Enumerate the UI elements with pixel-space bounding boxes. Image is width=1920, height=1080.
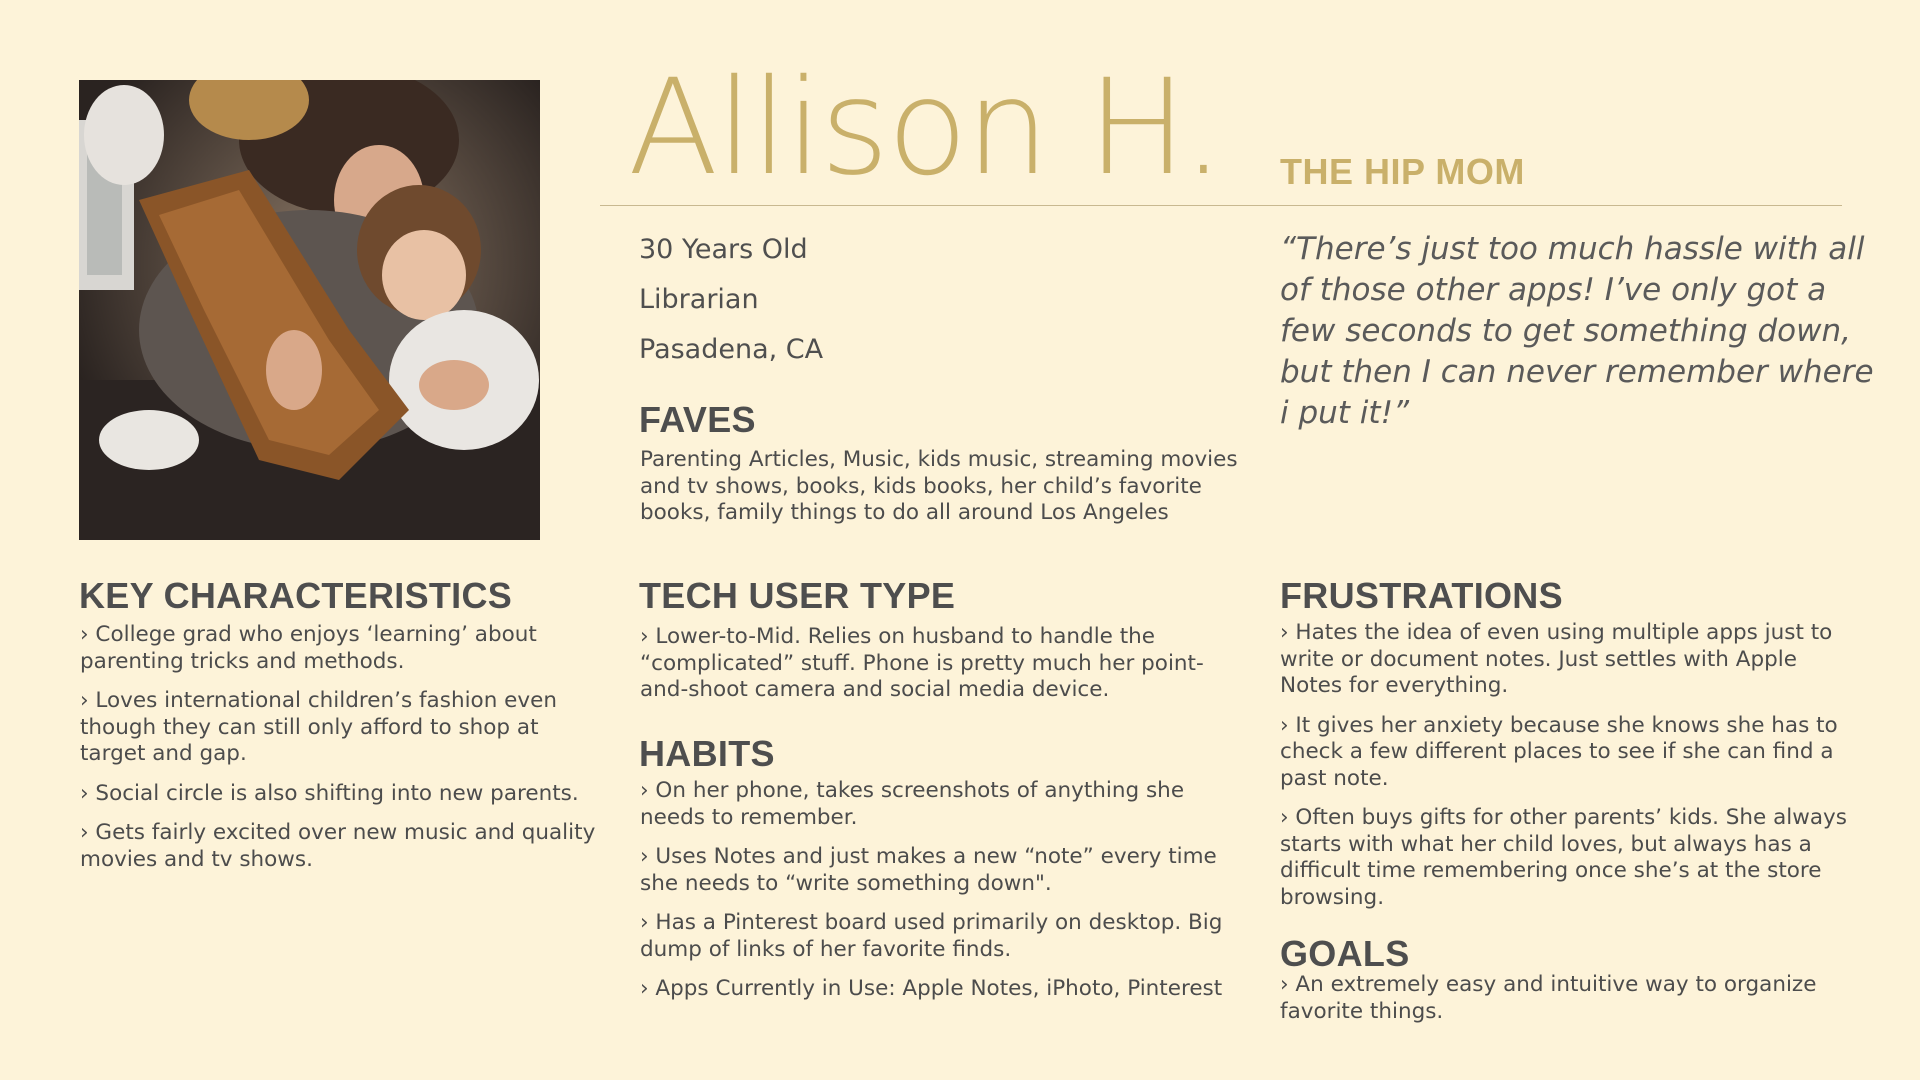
header-divider: [600, 205, 1842, 206]
tech-user-type-text: › Lower-to-Mid. Relies on husband to handle the “complicated” stuff. Phone is pretty much her point-and-shoot camera and social media device.: [640, 624, 1204, 702]
list-item: › Often buys gifts for other parents’ kids. She always starts with what her child loves, but always has a difficult time remembering once she’s at the store browsing.: [1280, 805, 1847, 910]
goals-text: › An extremely easy and intuitive way to organize favorite things.: [1280, 972, 1817, 1024]
list-item: › College grad who enjoys ‘learning’ about parenting tricks and methods.: [80, 622, 537, 674]
key-characteristics-list: [80, 622, 605, 886]
habits-heading: HABITS: [639, 733, 775, 774]
persona-tag: THE HIP MOM: [1280, 151, 1525, 192]
tech-user-type-heading: TECH USER TYPE: [639, 575, 956, 616]
persona-occupation: Librarian: [639, 284, 759, 315]
list-item: › Gets fairly excited over new music and quality movies and tv shows.: [80, 820, 596, 872]
list-item: › It gives her anxiety because she knows she has to check a few different places to see if she can find a past note.: [1280, 712, 1838, 791]
habits-list: [640, 778, 1252, 1016]
key-characteristics-heading: KEY CHARACTERISTICS: [79, 575, 513, 616]
list-item: › Has a Pinterest board used primarily on desktop. Big dump of links of her favorite finds.: [640, 910, 1223, 962]
frustrations-heading: FRUSTRATIONS: [1280, 575, 1563, 616]
list-item: › Social circle is also shifting into new parents.: [80, 780, 579, 806]
persona-location: Pasadena, CA: [639, 334, 824, 365]
persona-name: Allison H.: [628, 51, 1223, 205]
frustrations-list: [1280, 620, 1860, 924]
faves-text: Parenting Articles, Music, kids music, streaming movies and tv shows, books, kids books, her child’s favorite books, family things to do all around Los Angeles: [640, 447, 1238, 525]
list-item: › Apps Currently in Use: Apple Notes, iPhoto, Pinterest: [640, 976, 1223, 1001]
goals-heading: GOALS: [1280, 933, 1410, 974]
list-item: › On her phone, takes screenshots of anything she needs to remember.: [640, 778, 1185, 830]
demographics: [639, 230, 823, 380]
persona-age: 30 Years Old: [639, 234, 808, 265]
faves-heading: FAVES: [639, 399, 756, 440]
list-item: › Uses Notes and just makes a new “note” every time she needs to “write something down".: [640, 844, 1217, 896]
list-item: › Loves international children’s fashion even though they can still only afford to shop at target and gap.: [80, 688, 557, 766]
persona-photo: [79, 80, 540, 540]
persona-quote: “There’s just too much hassle with all of those other apps! I’ve only got a few seconds to get something down, but then I can never remember where i put it!”: [1280, 231, 1874, 431]
list-item: › Hates the idea of even using multiple apps just to write or document notes. Just settles with Apple Notes for everything.: [1280, 620, 1833, 698]
mother-and-child-photo: [79, 80, 540, 540]
